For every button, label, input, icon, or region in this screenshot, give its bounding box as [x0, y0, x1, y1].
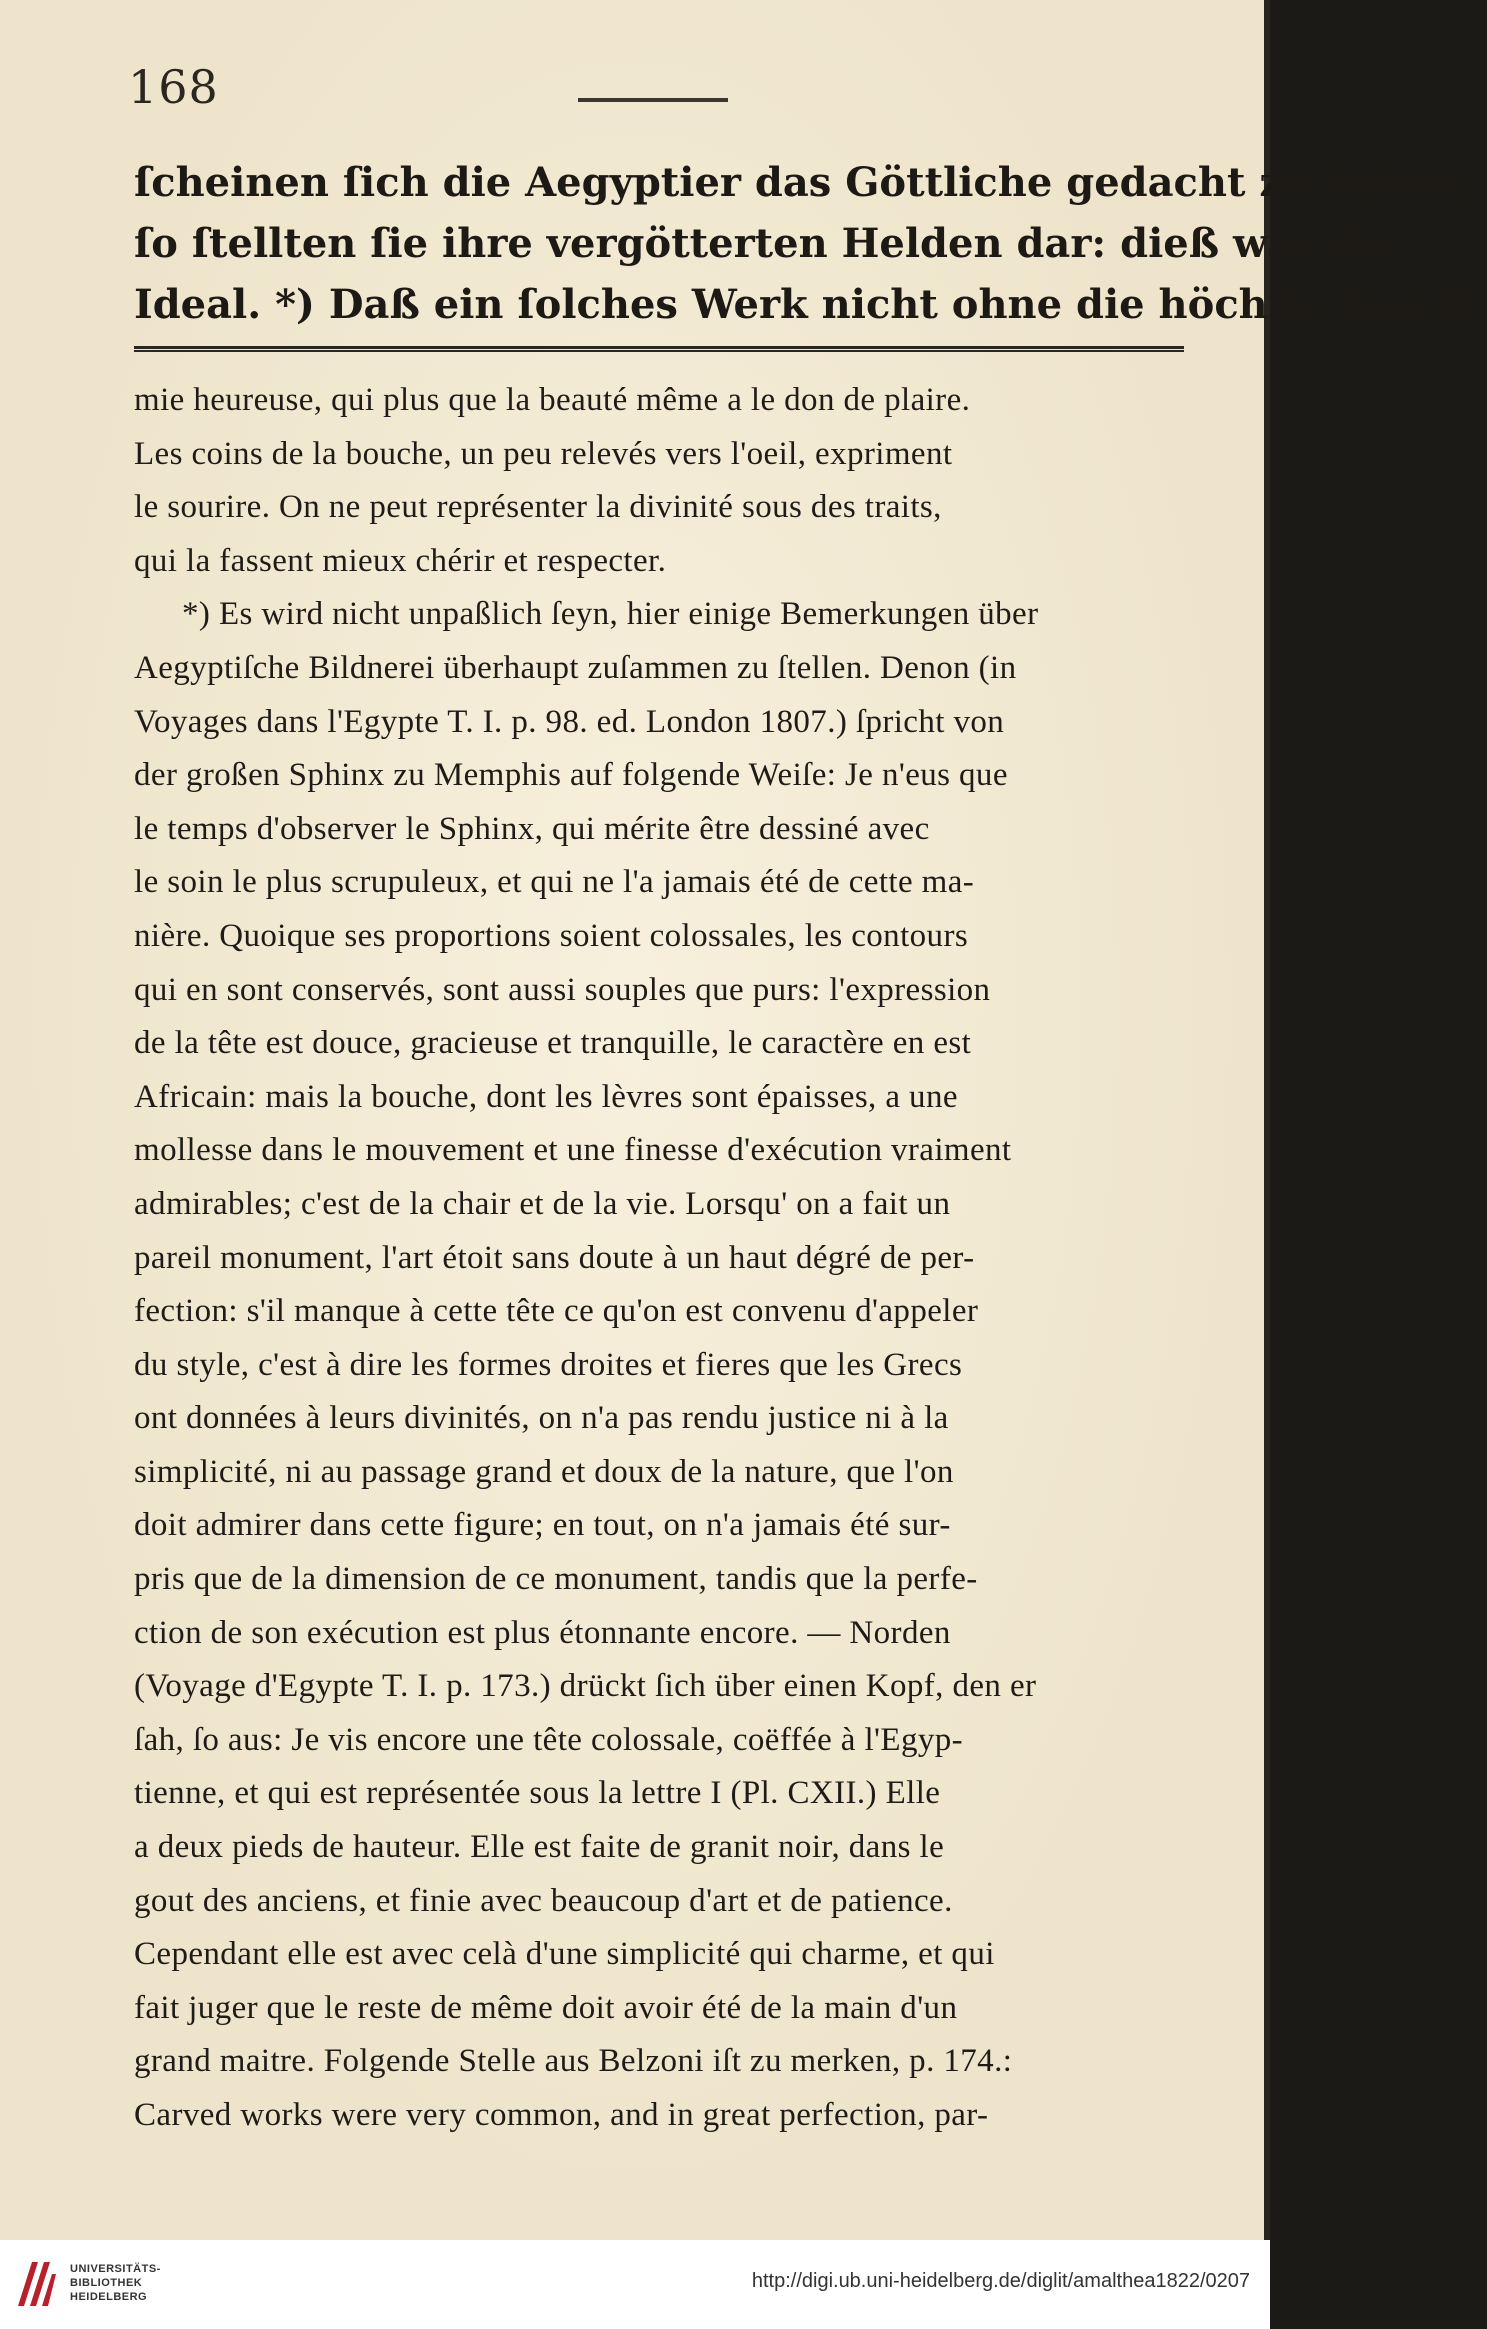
footnote-line: le temps d'observer le Sphinx, qui mérite être dessiné avec [134, 810, 930, 847]
university-logo-text: UNIVERSITÄTS- BIBLIOTHEK HEIDELBERG [70, 2263, 161, 2303]
main-text-line: Ideal. *) Daß ein ſolches Werk nicht ohne die höchſte Kunſt- [134, 281, 1487, 328]
header-rule [578, 98, 728, 102]
footnote-line: Les coins de la bouche, un peu relevés vers l'oeil, expriment [134, 435, 953, 472]
footnote-line: mollesse dans le mouvement et une finesse d'exécution vraiment [134, 1132, 1012, 1169]
main-text-line: ſcheinen ſich die Aegyptier das Göttliche gedacht zu haben; [134, 159, 1478, 206]
footnote-line: *) Es wird nicht unpaßlich ſeyn, hier einige Bemerkungen über [182, 596, 1039, 633]
footnote-line: gout des anciens, et finie avec beaucoup d'art et de patience. [134, 1882, 953, 1919]
footnote-line: der großen Sphinx zu Memphis auf folgende Weiſe: Je n'eus que [134, 757, 1008, 794]
footnote-line: qui en sont conservés, sont aussi souples que purs: l'expression [134, 971, 991, 1008]
main-text-line: ſo ſtellten ſie ihre vergötterten Helden dar: dieß war ihr [134, 220, 1394, 267]
viewer-footer [0, 2240, 1270, 2329]
footnote-line: pareil monument, l'art étoit sans doute à un haut dégré de per- [134, 1239, 975, 1276]
footnote-line: ſah, ſo aus: Je vis encore une tête colossale, coëffée à l'Egyp- [134, 1721, 964, 1758]
source-url[interactable]: http://digi.ub.uni-heidelberg.de/diglit/amalthea1822/0207 [751, 2270, 1250, 2292]
footnote-line: Carved works were very common, and in great perfection, par- [134, 2097, 989, 2133]
footnote-line: simplicité, ni au passage grand et doux de la nature, que l'on [134, 1453, 954, 1490]
footnote-line: mie heureuse, qui plus que la beauté même a le don de plaire. [134, 382, 971, 418]
footnote-line: le soin le plus scrupuleux, et qui ne l'a jamais été de cette ma- [134, 864, 975, 901]
footnote-line: de la tête est douce, gracieuse et tranquille, le caractère en est [134, 1025, 972, 1062]
footnote-line: fait juger que le reste de même doit avoir été de la main d'un [134, 1989, 958, 2026]
footnote-line: admirables; c'est de la chair et de la vie. Lorsqu' on a fait un [134, 1185, 951, 1222]
footnote-line: Cependant elle est avec celà d'une simplicité qui charme, et qui [134, 1936, 995, 1973]
footnote-line: a deux pieds de hauteur. Elle est faite de granit noir, dans le [134, 1829, 945, 1866]
footnote-line: grand maitre. Folgende Stelle aus Belzoni iſt zu merken, p. 174.: [134, 2043, 1013, 2080]
footnote-separator [134, 346, 1184, 352]
university-logo-icon [14, 2254, 58, 2310]
footnote-line: Africain: mais la bouche, dont les lèvres sont épaisses, a une [134, 1078, 958, 1115]
footnote-line: fection: s'il manque à cette tête ce qu'on est convenu d'appeler [134, 1293, 979, 1330]
footnote-line: qui la fassent mieux chérir et respecter. [134, 542, 667, 579]
footnote-line: ont données à leurs divinités, on n'a pas rendu justice ni à la [134, 1400, 949, 1437]
main-text [134, 152, 1487, 335]
footnote-line: Voyages dans l'Egypte T. I. p. 98. ed. London 1807.) ſpricht von [134, 703, 1005, 740]
footnote-line: du style, c'est à dire les formes droites et fieres que les Grecs [134, 1346, 963, 1383]
page-number: 168 [128, 60, 219, 114]
footnote-line: (Voyage d'Egypte T. I. p. 173.) drückt ſich über einen Kopf, den er [134, 1668, 1037, 1705]
footnote-line: Aegyptiſche Bildnerei überhaupt zuſammen zu ſtellen. Denon (in [134, 649, 1017, 686]
footnote-line: le sourire. On ne peut représenter la divinité sous des traits, [134, 489, 942, 526]
footnote-text [134, 374, 1184, 2143]
footnote-line: nière. Quoique ses proportions soient colossales, les contours [134, 917, 969, 954]
footnote-line: pris que de la dimension de ce monument, tandis que la perfe- [134, 1561, 978, 1598]
footnote-line: doit admirer dans cette figure; en tout, on n'a jamais été sur- [134, 1507, 951, 1544]
footnote-line: ction de son exécution est plus étonnante encore. — Norden [134, 1614, 951, 1651]
footnote-line: tienne, et qui est représentée sous la lettre I (Pl. CXII.) Elle [134, 1775, 941, 1812]
